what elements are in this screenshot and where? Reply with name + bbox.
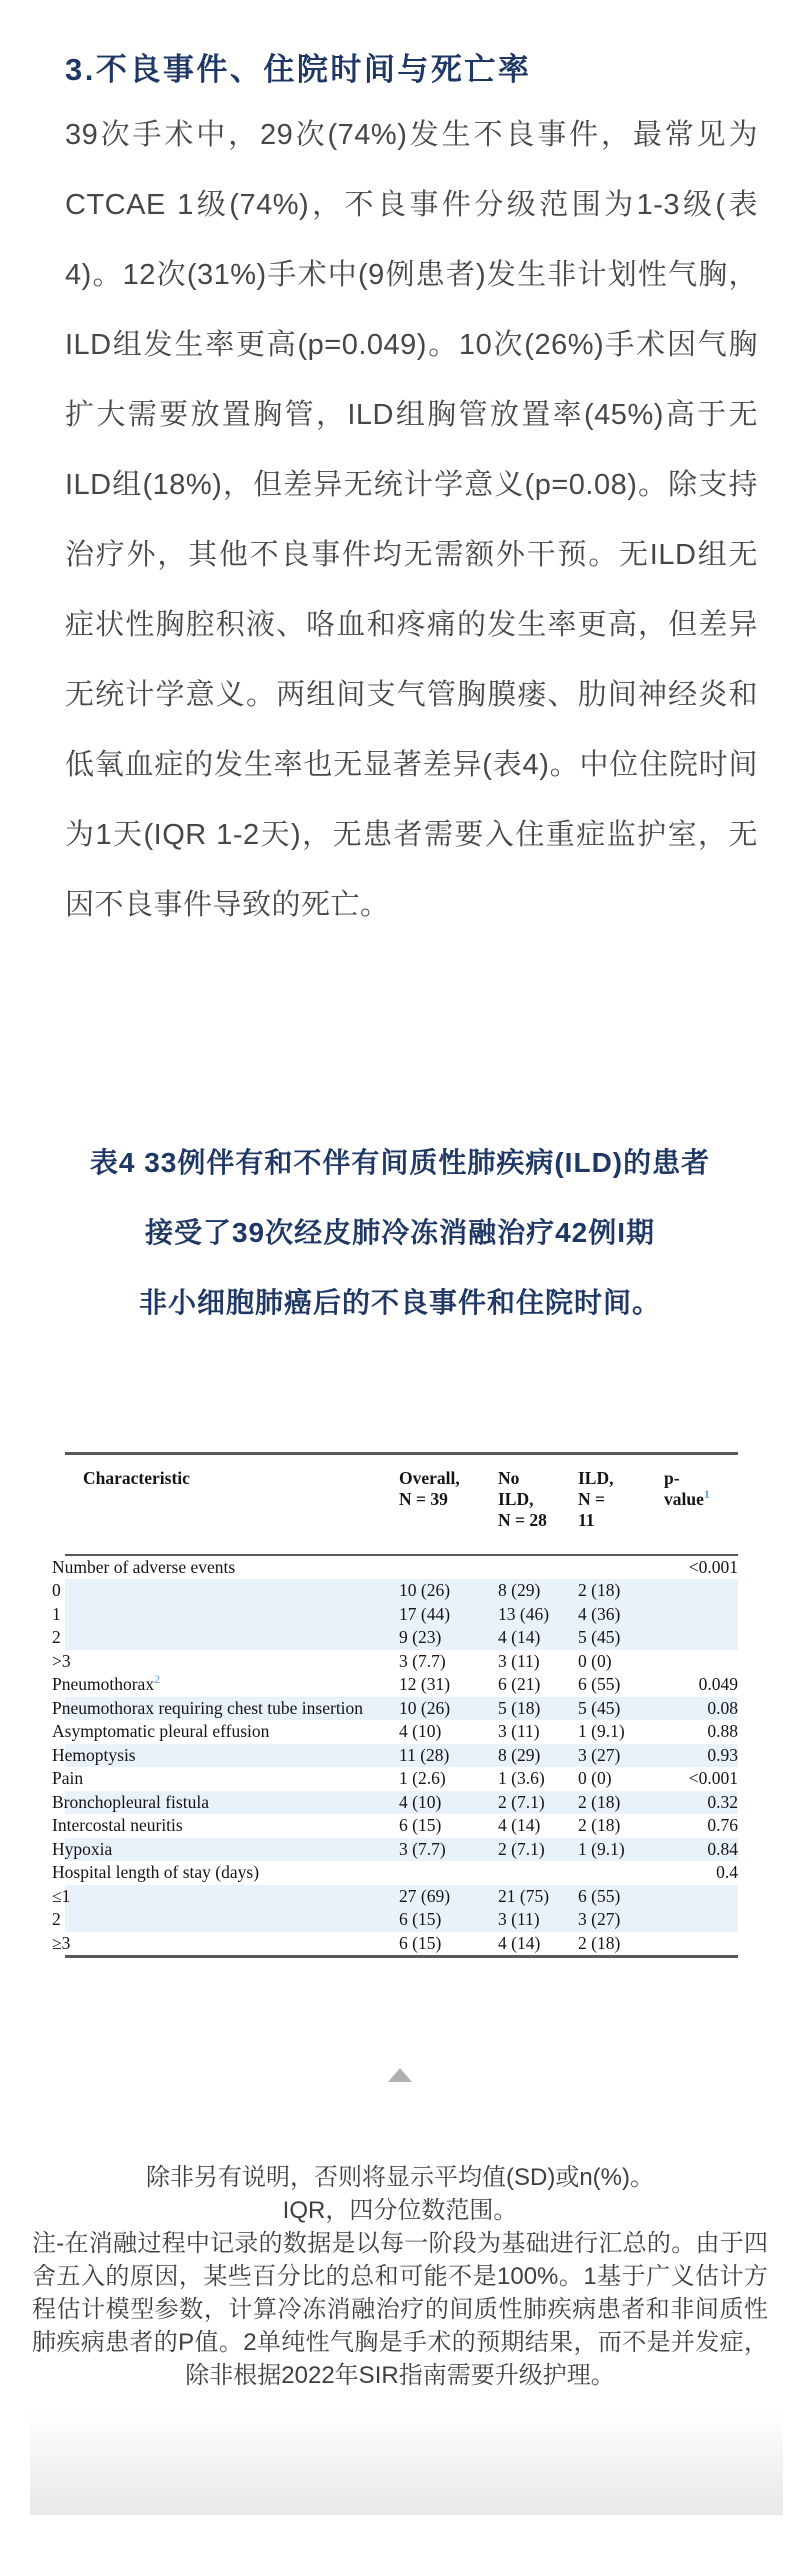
- p-value-cell: 0.84: [707, 1838, 738, 1859]
- table-row: [65, 1744, 738, 1768]
- overall-cell: 11 (28): [399, 1744, 450, 1765]
- overall-cell: 6 (15): [399, 1909, 442, 1929]
- no-ild-cell: 4 (14): [498, 1932, 541, 1953]
- no-ild-cell: 4 (14): [498, 1627, 541, 1647]
- ild-cell: 1 (9.1): [578, 1838, 625, 1859]
- table-row: [65, 1650, 738, 1674]
- row-label-cell: Hospital length of stay (days): [52, 1862, 260, 1882]
- no-ild-cell: 3 (11): [498, 1650, 540, 1671]
- table-caption-line: 表4 33例伴有和不伴有间质性肺疾病(ILD)的患者: [89, 1147, 711, 1178]
- overall-cell: 4 (10): [399, 1791, 442, 1812]
- row-label-cell: Bronchopleural fistula: [52, 1791, 209, 1812]
- ild-cell: 0 (0): [578, 1650, 612, 1671]
- ild-cell: 5 (45): [578, 1627, 621, 1647]
- table-body: [52, 1555, 738, 1957]
- p-value-cell: [664, 1626, 738, 1650]
- row-label-cell: 0: [52, 1580, 61, 1600]
- overall-cell: 3 (7.7): [399, 1650, 446, 1671]
- no-ild-cell: 6 (21): [498, 1674, 541, 1694]
- column-header-overall: Overall, N = 39: [399, 1454, 498, 1555]
- no-ild-cell: 13 (46): [498, 1603, 550, 1624]
- ild-cell: 6 (55): [578, 1885, 621, 1906]
- table-row: [65, 1579, 738, 1603]
- table-row: [65, 1814, 738, 1838]
- row-label-cell: Asymptomatic pleural effusion: [52, 1721, 270, 1741]
- no-ild-cell: 2 (7.1): [498, 1791, 545, 1812]
- no-ild-cell: 4 (14): [498, 1815, 541, 1835]
- table-row: [65, 1861, 738, 1885]
- no-ild-cell: [498, 1555, 578, 1580]
- row-label-cell: Pneumothorax$^2$: [52, 1672, 161, 1694]
- row-label-cell: Pneumothorax requiring chest tube insertion: [52, 1697, 364, 1718]
- ild-cell: 2 (18): [578, 1932, 621, 1953]
- p-value-cell: <0.001: [688, 1768, 738, 1788]
- no-ild-cell: 8 (29): [498, 1744, 541, 1765]
- table-row: [65, 1767, 738, 1791]
- table-row: [65, 1673, 738, 1697]
- table-footnotes: [32, 2161, 768, 2392]
- table-caption-line: 接受了39次经皮肺冷冻消融治疗42例I期: [144, 1217, 656, 1248]
- ild-cell: 2 (18): [578, 1580, 621, 1600]
- column-header-characteristic: Characteristic: [65, 1454, 399, 1555]
- row-label-cell: Hemoptysis: [52, 1744, 136, 1765]
- row-label-superscript: 2: [154, 1672, 161, 1687]
- p-value-cell: 0.93: [707, 1744, 738, 1765]
- ild-cell: 2 (18): [578, 1815, 621, 1835]
- p-value-cell: [664, 1908, 738, 1932]
- body-paragraph: 39次手术中，29次(74%)发生不良事件，最常见为CTCAE 1级(74%)，不良事件分级范围为1-3级(表4)。12次(31%)手术中(9例患者)发生非计划性气胸，ILD组发生率更高(p=0.049)。10次(26%)手术因气胸扩大需要放置胸管，ILD组胸管放置率(45%)高于无ILD组(18%)，但差异无统计学意义(p=0.08)。除支持治疗外，其他不良事件均无需额外干预。无ILD组无症状性胸腔积液、咯血和疼痛的发生率更高，但差异无统计学意义。两组间支气管胸膜瘘、肋间神经炎和低氧血症的发生率也无显著差异(表4)。中位住院时间为1天(IQR 1-2天)，无患者需要入住重症监护室，无因不良事件导致的死亡。: [65, 119, 758, 921]
- overall-cell: 27 (69): [399, 1885, 451, 1906]
- ild-cell: [578, 1861, 664, 1885]
- table-row: [65, 1603, 738, 1627]
- p-value-cell: 0.32: [707, 1791, 738, 1812]
- no-ild-cell: [498, 1861, 578, 1885]
- table-row: [65, 1697, 738, 1721]
- no-ild-cell: 3 (11): [498, 1721, 540, 1741]
- no-ild-cell: 8 (29): [498, 1580, 541, 1600]
- p-value-cell: 0.76: [707, 1815, 738, 1835]
- p-value-cell: 0.4: [716, 1862, 738, 1882]
- overall-cell: 17 (44): [399, 1603, 451, 1624]
- ild-cell: 1 (9.1): [578, 1721, 625, 1741]
- table-header-row: [65, 1454, 738, 1555]
- no-ild-cell: 1 (3.6): [498, 1768, 545, 1788]
- overall-cell: 10 (26): [399, 1697, 451, 1718]
- ild-cell: [578, 1555, 664, 1580]
- footnote-line: 除非另有说明，否则将显示平均值(SD)或n(%)。: [146, 2164, 654, 2191]
- p-value-cell: 0.88: [707, 1721, 738, 1741]
- ild-cell: 6 (55): [578, 1674, 621, 1694]
- ild-cell: 2 (18): [578, 1791, 621, 1812]
- p-value-superscript: 1: [703, 1487, 710, 1502]
- no-ild-cell: 5 (18): [498, 1697, 541, 1718]
- overall-cell: 1 (2.6): [399, 1768, 446, 1788]
- table-row: [65, 1932, 738, 1957]
- overall-cell: [399, 1555, 498, 1580]
- ild-cell: 3 (27): [578, 1744, 621, 1765]
- row-label-cell: 1: [52, 1603, 61, 1624]
- overall-cell: [399, 1861, 498, 1885]
- table-row: [65, 1885, 738, 1909]
- column-header-p-value: p- value$^1$: [664, 1454, 738, 1555]
- section-heading: 3.不良事件、住院时间与死亡率: [65, 52, 532, 87]
- table-row: [65, 1838, 738, 1862]
- overall-cell: 12 (31): [399, 1674, 451, 1694]
- row-label-cell: Pain: [52, 1768, 84, 1788]
- table-row: [65, 1626, 738, 1650]
- overall-cell: 10 (26): [399, 1580, 451, 1600]
- ild-cell: 4 (36): [578, 1603, 621, 1624]
- row-label-cell: Intercostal neuritis: [52, 1815, 183, 1835]
- table-row: [65, 1791, 738, 1815]
- table-caption: [60, 1128, 740, 1338]
- row-label-cell: Number of adverse events: [52, 1556, 236, 1577]
- footnote-note: 注-在消融过程中记录的数据是以每一阶段为基础进行汇总的。由于四舍五入的原因，某些百分比的总和可能不是100%。1基于广义估计方程估计模型参数，计算冷冻消融治疗的间质性肺疾病患者和非间质性肺疾病患者的P值。2单纯性气胸是手术的预期结果，而不是并发症，除非根据2022年SIR指南需要升级护理。: [32, 2230, 768, 2389]
- adverse-events-table: [52, 1452, 738, 1958]
- overall-cell: 9 (23): [399, 1627, 442, 1647]
- page-bottom-gradient: [30, 2408, 783, 2515]
- ild-cell: 5 (45): [578, 1697, 621, 1718]
- no-ild-cell: 2 (7.1): [498, 1838, 545, 1859]
- p-value-cell: [664, 1885, 738, 1909]
- footnote-line: IQR，四分位数范围。: [282, 2197, 518, 2224]
- p-value-cell: 0.049: [698, 1674, 738, 1694]
- table-row: [65, 1908, 738, 1932]
- row-label-cell: 2: [52, 1909, 61, 1929]
- ild-cell: 3 (27): [578, 1909, 621, 1929]
- column-header-no-ild: No ILD, N = 28: [498, 1454, 578, 1555]
- table-row: [65, 1720, 738, 1744]
- overall-cell: 3 (7.7): [399, 1838, 446, 1859]
- scroll-top-icon[interactable]: [388, 2068, 412, 2082]
- row-label-cell: ≥3: [52, 1932, 71, 1953]
- p-value-cell: 0.08: [707, 1697, 738, 1718]
- overall-cell: 4 (10): [399, 1721, 442, 1741]
- row-label-cell: Hypoxia: [52, 1838, 113, 1859]
- no-ild-cell: 21 (75): [498, 1885, 550, 1906]
- p-value-cell: <0.001: [688, 1556, 738, 1577]
- p-value-cell: [664, 1603, 738, 1627]
- ild-cell: 0 (0): [578, 1768, 612, 1788]
- row-label-cell: 2: [52, 1627, 61, 1647]
- no-ild-cell: 3 (11): [498, 1909, 540, 1929]
- table-row: [65, 1555, 738, 1580]
- row-label-cell: >3: [52, 1650, 71, 1671]
- p-value-cell: [664, 1932, 738, 1957]
- p-value-cell: [664, 1650, 738, 1674]
- row-label-cell: ≤1: [52, 1885, 71, 1906]
- column-header-ild: ILD, N = 11: [578, 1454, 664, 1555]
- overall-cell: 6 (15): [399, 1815, 442, 1835]
- p-value-cell: [664, 1579, 738, 1603]
- table-caption-line: 非小细胞肺癌后的不良事件和住院时间。: [138, 1287, 661, 1318]
- overall-cell: 6 (15): [399, 1932, 442, 1953]
